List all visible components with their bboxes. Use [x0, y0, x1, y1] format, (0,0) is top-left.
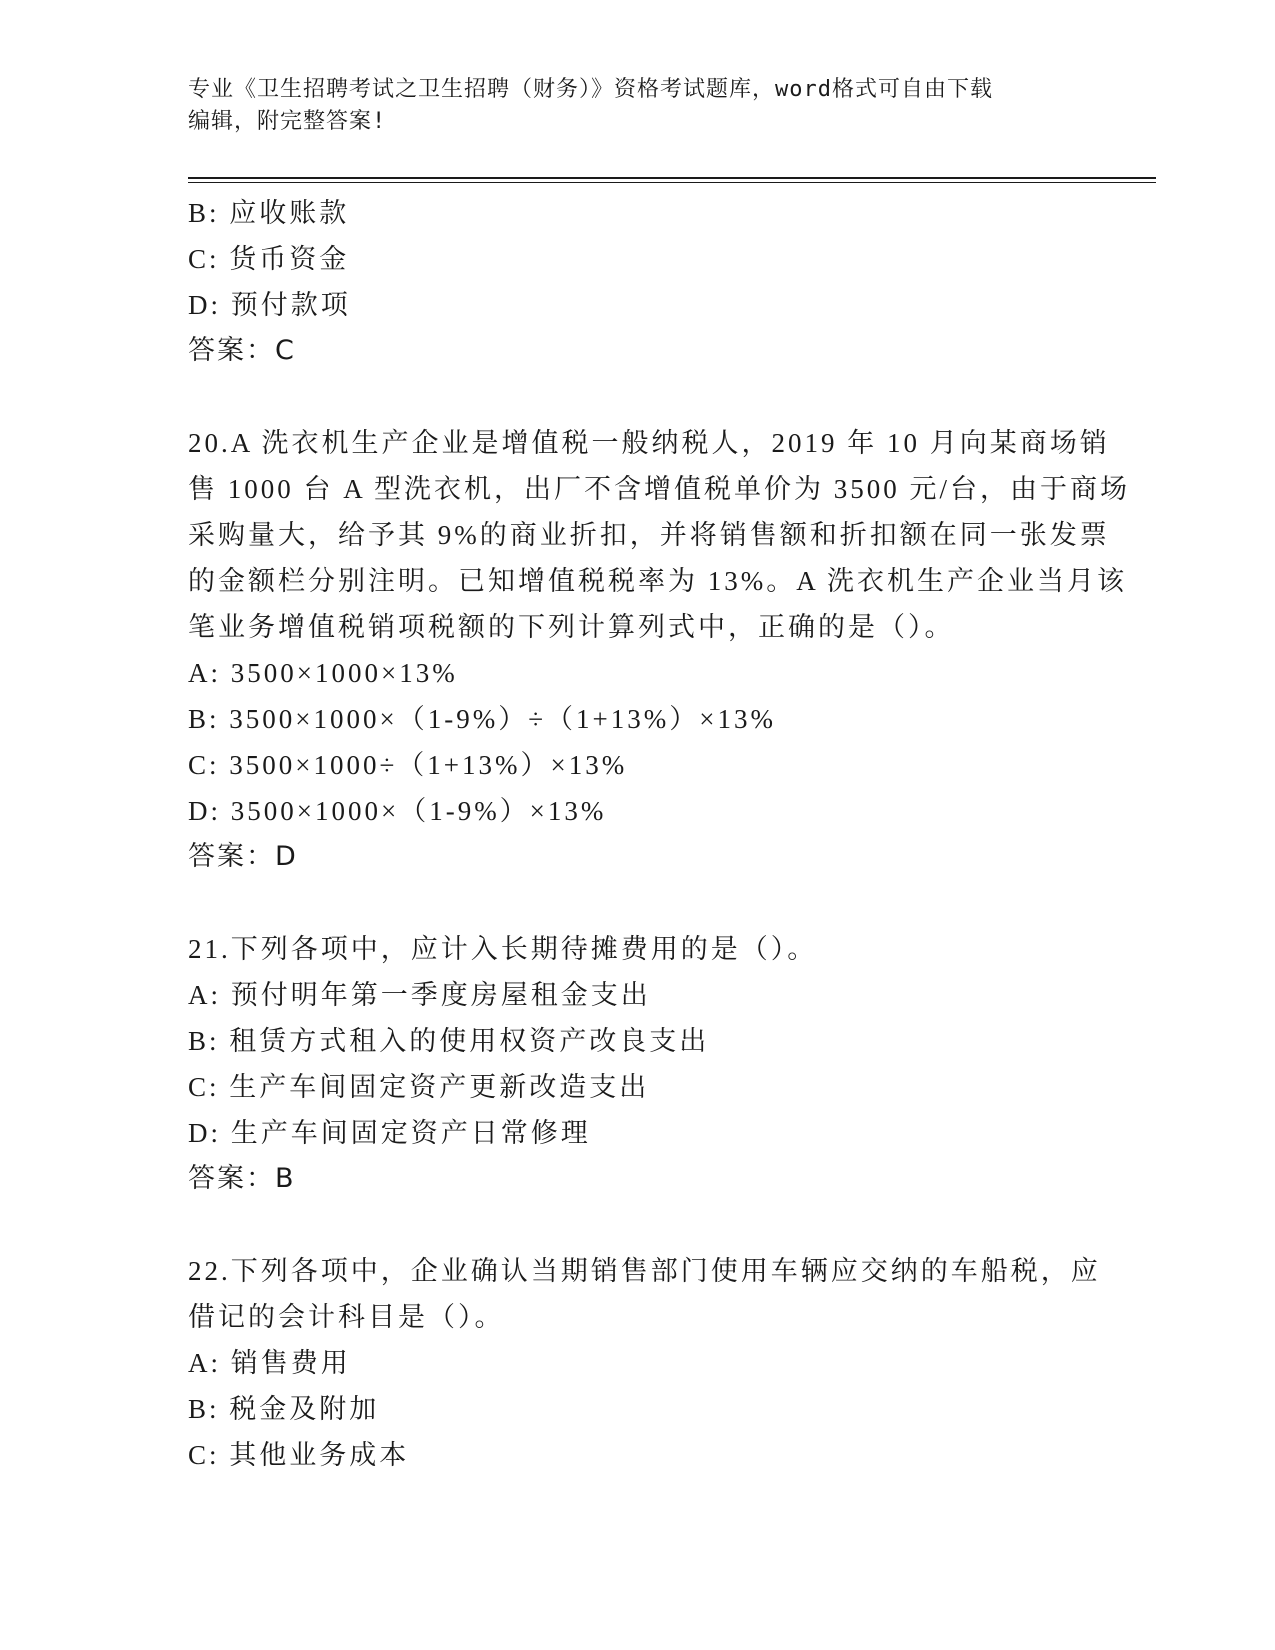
q22-option-b: B: 税金及附加	[188, 1394, 380, 1424]
q20-stem-line-5: 笔业务增值税销项税额的下列计算列式中，正确的是（）。	[188, 612, 955, 642]
question-content	[188, 190, 1131, 1478]
q21-option-a: A: 预付明年第一季度房屋租金支出	[188, 980, 651, 1010]
prev-option-d: D: 预付款项	[188, 290, 351, 320]
header-line-1: 专业《卫生招聘考试之卫生招聘（财务）》资格考试题库，word格式可自由下载	[188, 77, 993, 102]
q21-answer: 答案：B	[188, 1163, 296, 1194]
q20-stem-line-2: 售 1000 台 A 型洗衣机，出厂不含增值税单价为 3500 元/台，由于商场	[188, 474, 1131, 504]
header-divider-thin	[188, 182, 1156, 183]
header-line-2: 编辑，附完整答案!	[188, 109, 387, 134]
q22-stem-line-1: 22.下列各项中，企业确认当期销售部门使用车辆应交纳的车船税，应	[188, 1256, 1101, 1286]
q20-stem-line-3: 采购量大，给予其 9%的商业折扣，并将销售额和折扣额在同一张发票	[188, 520, 1110, 550]
q21-option-b: B: 租赁方式租入的使用权资产改良支出	[188, 1026, 710, 1056]
prev-option-b: B: 应收账款	[188, 198, 350, 228]
q21-option-d: D: 生产车间固定资产日常修理	[188, 1118, 591, 1148]
q21-option-c: C: 生产车间固定资产更新改造支出	[188, 1072, 650, 1102]
q20-stem-line-4: 的金额栏分别注明。已知增值税税率为 13%。A 洗衣机生产企业当月该	[188, 566, 1127, 596]
header-divider-thick	[188, 177, 1156, 179]
q22-stem-line-2: 借记的会计科目是（）。	[188, 1302, 505, 1332]
q20-option-d: D: 3500×1000×（1-9%）×13%	[188, 796, 607, 826]
prev-answer: 答案：C	[188, 335, 296, 366]
q20-answer: 答案：D	[188, 841, 298, 872]
q20-option-b: B: 3500×1000×（1-9%）÷（1+13%）×13%	[188, 704, 776, 734]
prev-option-c: C: 货币资金	[188, 244, 350, 274]
q22-option-c: C: 其他业务成本	[188, 1440, 410, 1470]
document-header	[188, 74, 1088, 138]
q22-option-a: A: 销售费用	[188, 1348, 351, 1378]
q21-stem-line-1: 21.下列各项中，应计入长期待摊费用的是（）。	[188, 934, 818, 964]
q20-option-c: C: 3500×1000÷（1+13%）×13%	[188, 750, 628, 780]
q20-stem-line-1: 20.A 洗衣机生产企业是增值税一般纳税人，2019 年 10 月向某商场销	[188, 428, 1110, 458]
q20-option-a: A: 3500×1000×13%	[188, 658, 458, 688]
